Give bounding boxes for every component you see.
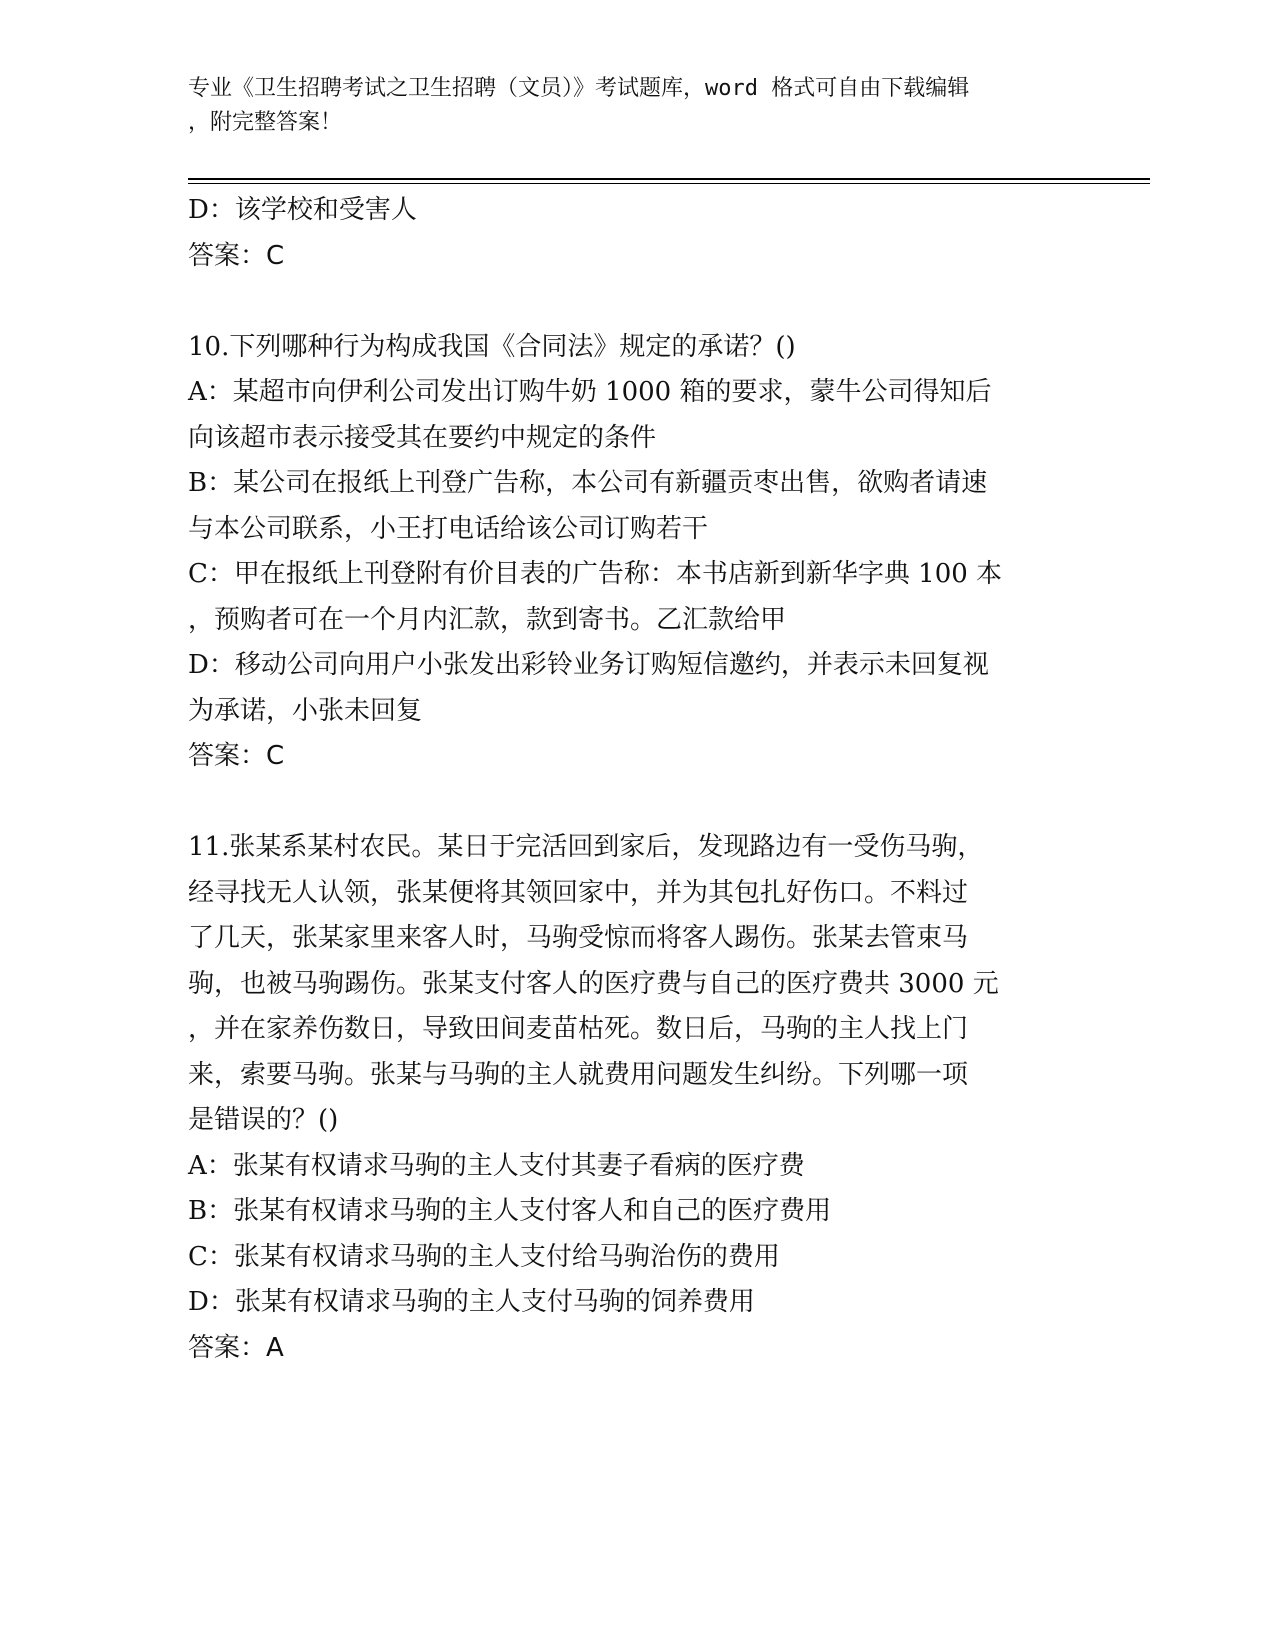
option-a: A：张某有权请求马驹的主人支付其妻子看病的医疗费 [188,1150,805,1181]
document-body [188,188,1088,1371]
answer: 答案：A [188,1332,284,1363]
header-line-1: 专业《卫生招聘考试之卫生招聘（文员）》考试题库，word 格式可自由下载编辑 [188,76,970,101]
question-text-line: ，并在家养伤数日，导致田间麦苗枯死。数日后，马驹的主人找上门 [188,1014,969,1044]
option-a-line-1: A：某超市向伊利公司发出订购牛奶 1000 箱的要求，蒙牛公司得知后 [188,377,992,407]
option-a-line-2: 向该超市表示接受其在要约中规定的条件 [188,422,657,453]
question-text-line: 驹，也被马驹踢伤。张某支付客人的医疗费与自己的医疗费共 3000 元 [188,968,999,999]
option-d: D：张某有权请求马驹的主人支付马驹的饲养费用 [188,1287,755,1317]
document-header [188,72,1068,140]
question-text-line: 了几天，张某家里来客人时，马驹受惊而将客人踢伤。张某去管束马 [188,923,969,953]
prev-answer: 答案：C [188,240,285,271]
question-text-line: 来，索要马驹。张某与马驹的主人就费用问题发生纠纷。下列哪一项 [188,1059,969,1090]
question-11 [188,825,1088,1371]
question-text-line: 经寻找无人认领，张某便将其领回家中，并为其包扎好伤口。不料过 [188,877,969,908]
question-text: 10.下列哪种行为构成我国《合同法》规定的承诺？() [188,331,796,362]
option-c-line-2: ，预购者可在一个月内汇款，款到寄书。乙汇款给甲 [188,604,787,635]
question-text-line: 11.张某系某村农民。某日于完活回到家后，发现路边有一受伤马驹， [188,832,984,862]
answer: 答案：C [188,741,285,771]
option-c-line-1: C：甲在报纸上刊登附有价目表的广告称：本书店新到新华字典 100 本 [188,559,1003,589]
option-d-line-1: D：移动公司向用户小张发出彩铃业务订购短信邀约，并表示未回复视 [188,650,989,680]
header-divider-thick [188,178,1150,180]
question-text-line: 是错误的？() [188,1105,339,1135]
option-c: C：张某有权请求马驹的主人支付给马驹治伤的费用 [188,1241,780,1272]
prev-option-d: D：该学校和受害人 [188,195,417,225]
option-b: B：张某有权请求马驹的主人支付客人和自己的医疗费用 [188,1196,832,1226]
spacer [188,279,1088,325]
spacer [188,780,1088,826]
option-b-line-2: 与本公司联系，小王打电话给该公司订购若干 [188,513,709,544]
header-line-2: ，附完整答案！ [188,110,343,135]
question-10 [188,325,1088,780]
option-b-line-1: B：某公司在报纸上刊登广告称，本公司有新疆贡枣出售，欲购者请速 [188,468,988,498]
header-divider-thin [188,183,1150,184]
option-d-line-2: 为承诺，小张未回复 [188,695,423,726]
